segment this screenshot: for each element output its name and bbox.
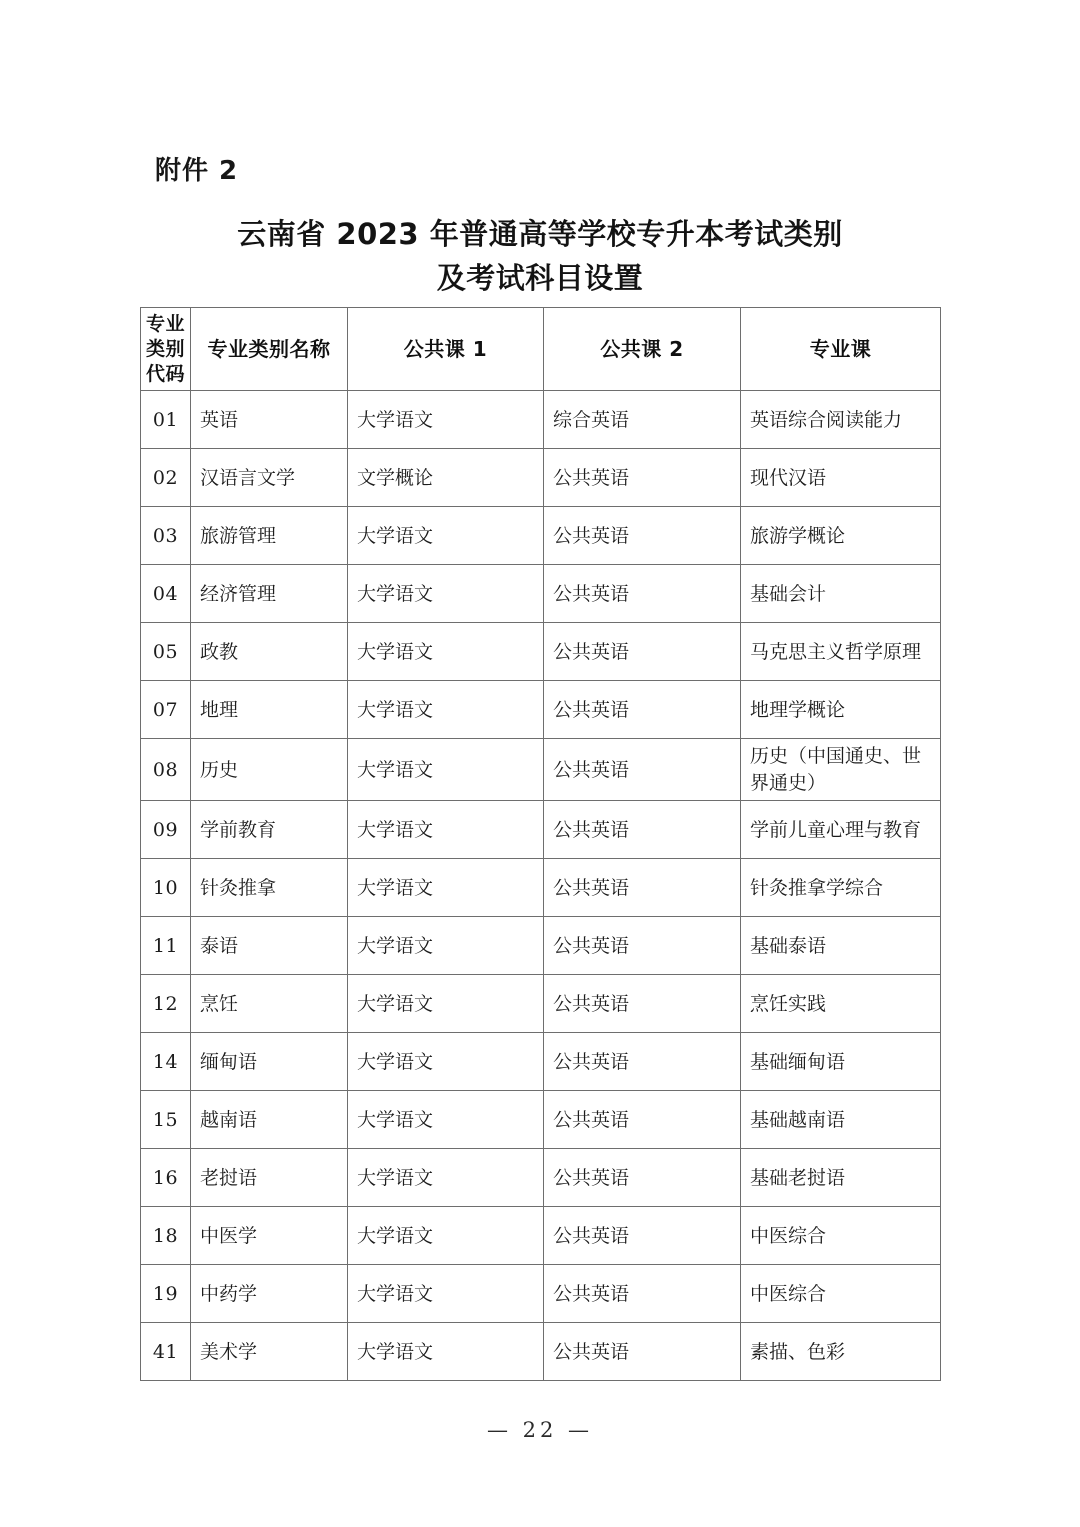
cell-major-name: 英语: [191, 391, 348, 449]
cell-major-name: 历史: [191, 739, 348, 801]
cell-major-name: 老挝语: [191, 1149, 348, 1207]
cell-major-name: 经济管理: [191, 565, 348, 623]
table-row: [141, 1265, 941, 1323]
table-row: [141, 391, 941, 449]
cell-public-course-2: 公共英语: [544, 681, 741, 739]
cell-public-course-1: 大学语文: [348, 859, 544, 917]
cell-major-code: 02: [141, 449, 191, 507]
cell-public-course-1: 文学概论: [348, 449, 544, 507]
cell-public-course-1: 大学语文: [348, 507, 544, 565]
column-header-major-code-line-1: 专业: [145, 312, 185, 335]
page-title-line-2: 及考试科目设置: [436, 261, 644, 295]
cell-public-course-2: 公共英语: [544, 1091, 741, 1149]
cell-major-name: 地理: [191, 681, 348, 739]
cell-public-course-2: 公共英语: [544, 1265, 741, 1323]
cell-public-course-2: 公共英语: [544, 975, 741, 1033]
cell-major-code: 08: [141, 739, 191, 801]
cell-major-course: 历史（中国通史、世界通史）: [741, 739, 941, 801]
column-header-major-code-line-3: 代码: [145, 362, 185, 385]
table-row: [141, 859, 941, 917]
table-row: [141, 681, 941, 739]
cell-major-course: 英语综合阅读能力: [741, 391, 941, 449]
cell-major-name: 美术学: [191, 1323, 348, 1381]
cell-major-course: 素描、色彩: [741, 1323, 941, 1381]
cell-public-course-2: 公共英语: [544, 1323, 741, 1381]
cell-major-course: 地理学概论: [741, 681, 941, 739]
cell-major-name: 中药学: [191, 1265, 348, 1323]
column-header-public-course-1: 公共课 1: [348, 308, 544, 391]
cell-major-course: 学前儿童心理与教育: [741, 801, 941, 859]
column-header-major-code: [141, 308, 191, 391]
table-row: [141, 565, 941, 623]
cell-major-name: 旅游管理: [191, 507, 348, 565]
cell-major-course: 中医综合: [741, 1265, 941, 1323]
cell-public-course-2: 公共英语: [544, 739, 741, 801]
cell-major-code: 14: [141, 1033, 191, 1091]
cell-major-code: 03: [141, 507, 191, 565]
table-row: [141, 739, 941, 801]
column-header-major-code-line-2: 类别: [145, 337, 185, 360]
cell-major-name: 越南语: [191, 1091, 348, 1149]
cell-public-course-1: 大学语文: [348, 1091, 544, 1149]
cell-major-name: 政教: [191, 623, 348, 681]
table-header-row: [141, 308, 941, 391]
cell-public-course-1: 大学语文: [348, 975, 544, 1033]
cell-public-course-2: 公共英语: [544, 565, 741, 623]
table-row: [141, 623, 941, 681]
cell-public-course-2: 综合英语: [544, 391, 741, 449]
cell-major-course: 基础老挝语: [741, 1149, 941, 1207]
column-header-major-course: 专业课: [741, 308, 941, 391]
cell-major-name: 缅甸语: [191, 1033, 348, 1091]
table-row: [141, 801, 941, 859]
table-row: [141, 975, 941, 1033]
cell-public-course-1: 大学语文: [348, 1323, 544, 1381]
cell-major-code: 41: [141, 1323, 191, 1381]
cell-major-code: 11: [141, 917, 191, 975]
cell-public-course-1: 大学语文: [348, 1207, 544, 1265]
table-row: [141, 1323, 941, 1381]
cell-public-course-1: 大学语文: [348, 391, 544, 449]
cell-public-course-1: 大学语文: [348, 801, 544, 859]
cell-public-course-2: 公共英语: [544, 1207, 741, 1265]
page-number: — 22 —: [486, 1418, 594, 1442]
page-title: [140, 212, 940, 300]
cell-major-name: 汉语言文学: [191, 449, 348, 507]
cell-major-course: 基础越南语: [741, 1091, 941, 1149]
table-row: [141, 507, 941, 565]
cell-major-code: 19: [141, 1265, 191, 1323]
cell-public-course-1: 大学语文: [348, 1265, 544, 1323]
subjects-table-container: [140, 307, 940, 1381]
cell-public-course-2: 公共英语: [544, 801, 741, 859]
cell-major-code: 09: [141, 801, 191, 859]
column-header-major-name: 专业类别名称: [191, 308, 348, 391]
cell-major-name: 烹饪: [191, 975, 348, 1033]
cell-major-name: 泰语: [191, 917, 348, 975]
cell-public-course-2: 公共英语: [544, 1149, 741, 1207]
cell-public-course-2: 公共英语: [544, 449, 741, 507]
cell-public-course-2: 公共英语: [544, 507, 741, 565]
table-row: [141, 917, 941, 975]
cell-public-course-1: 大学语文: [348, 623, 544, 681]
cell-public-course-1: 大学语文: [348, 917, 544, 975]
table-row: [141, 1207, 941, 1265]
table-body: [141, 391, 941, 1381]
cell-major-code: 05: [141, 623, 191, 681]
cell-major-course: 基础会计: [741, 565, 941, 623]
subjects-table: [140, 307, 941, 1381]
table-row: [141, 1033, 941, 1091]
cell-public-course-1: 大学语文: [348, 739, 544, 801]
cell-major-code: 18: [141, 1207, 191, 1265]
cell-major-course: 烹饪实践: [741, 975, 941, 1033]
cell-major-course: 基础缅甸语: [741, 1033, 941, 1091]
cell-major-name: 针灸推拿: [191, 859, 348, 917]
cell-public-course-2: 公共英语: [544, 917, 741, 975]
table-row: [141, 449, 941, 507]
cell-major-code: 12: [141, 975, 191, 1033]
cell-major-course: 现代汉语: [741, 449, 941, 507]
cell-major-code: 16: [141, 1149, 191, 1207]
cell-major-code: 10: [141, 859, 191, 917]
cell-major-course: 中医综合: [741, 1207, 941, 1265]
column-header-public-course-2: 公共课 2: [544, 308, 741, 391]
cell-major-course: 马克思主义哲学原理: [741, 623, 941, 681]
cell-major-code: 07: [141, 681, 191, 739]
cell-major-code: 01: [141, 391, 191, 449]
page-title-line-1: 云南省 2023 年普通高等学校专升本考试类别: [237, 217, 843, 251]
cell-public-course-1: 大学语文: [348, 1149, 544, 1207]
table-header: [141, 308, 941, 391]
cell-major-course: 旅游学概论: [741, 507, 941, 565]
cell-public-course-1: 大学语文: [348, 681, 544, 739]
attachment-label: 附件 2: [155, 156, 239, 186]
cell-major-name: 中医学: [191, 1207, 348, 1265]
cell-public-course-2: 公共英语: [544, 1033, 741, 1091]
cell-major-course: 基础泰语: [741, 917, 941, 975]
table-row: [141, 1091, 941, 1149]
cell-public-course-2: 公共英语: [544, 623, 741, 681]
table-row: [141, 1149, 941, 1207]
cell-major-code: 15: [141, 1091, 191, 1149]
cell-major-course: 针灸推拿学综合: [741, 859, 941, 917]
cell-public-course-1: 大学语文: [348, 565, 544, 623]
cell-public-course-1: 大学语文: [348, 1033, 544, 1091]
cell-public-course-2: 公共英语: [544, 859, 741, 917]
cell-major-code: 04: [141, 565, 191, 623]
cell-major-name: 学前教育: [191, 801, 348, 859]
